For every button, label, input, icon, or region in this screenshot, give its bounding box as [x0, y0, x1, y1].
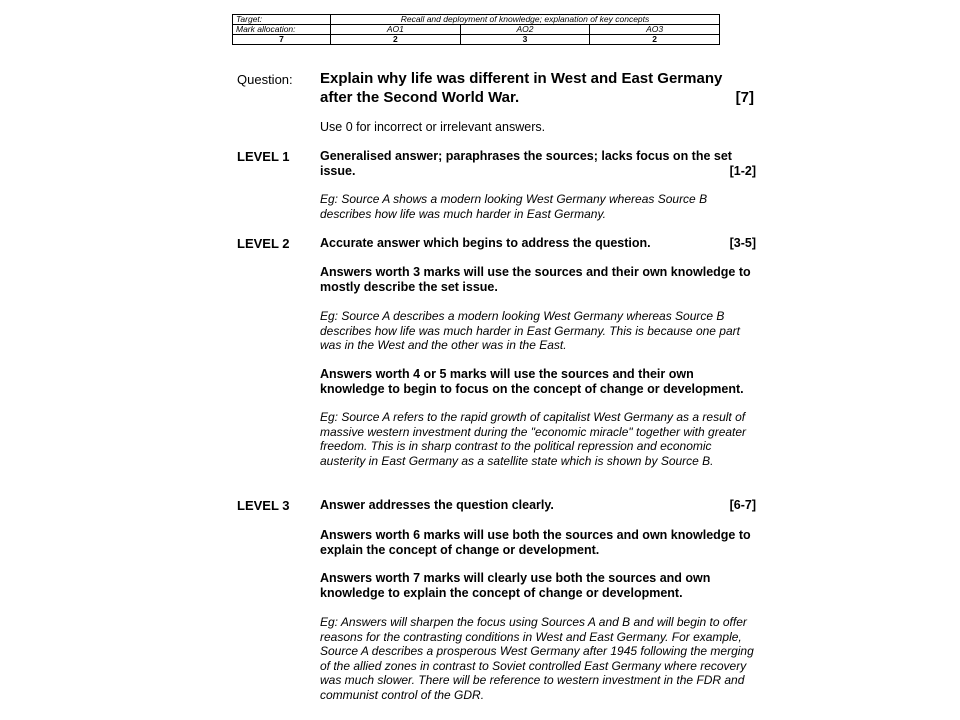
level-1-descriptor	[320, 149, 756, 179]
objective-ao2: AO2	[460, 25, 590, 35]
level-3-sub-1: Answers worth 6 marks will use both the sources and own knowledge to explain the concept of change or development.	[320, 528, 751, 557]
question-line-2: after the Second World War.	[320, 89, 520, 106]
zero-mark-note: Use 0 for incorrect or irrelevant answers.	[320, 120, 546, 134]
allocation-row	[233, 25, 720, 35]
level-1-label: LEVEL 1	[237, 149, 290, 164]
question-line-2-row	[320, 88, 756, 107]
question-label: Question:	[237, 72, 293, 87]
level-3-label: LEVEL 3	[237, 498, 290, 513]
level-3-descriptor: Answer addresses the question clearly.	[320, 498, 554, 512]
level-1-example: Eg: Source A shows a modern looking West Germany whereas Source B describes how life was much harder in East Germany.	[320, 192, 708, 221]
objective-ao1: AO1	[331, 25, 461, 35]
level-2-descriptor-row	[320, 236, 756, 251]
level-1-descriptor-line-2: issue.	[320, 164, 356, 178]
marks-ao2: 3	[460, 35, 590, 45]
level-1-marks: [1-2]	[729, 164, 756, 178]
objective-ao3: AO3	[590, 25, 720, 35]
level-3-sub-2: Answers worth 7 marks will clearly use both the sources and own knowledge to explain the concept of change or development.	[320, 571, 711, 600]
marks-ao3: 2	[590, 35, 720, 45]
marks-ao1: 2	[331, 35, 461, 45]
level-2-example-1: Eg: Source A describes a modern looking West Germany whereas Source B describes how life was much harder in East Germany. This is because one part was in the West and the other was in the East.	[320, 309, 740, 352]
level-3-marks: [6-7]	[729, 498, 756, 512]
level-2-marks: [3-5]	[729, 236, 756, 250]
level-1-descriptor-line-2-row	[320, 164, 756, 179]
target-value: Recall and deployment of knowledge; explanation of key concepts	[331, 15, 720, 25]
level-2-descriptor: Accurate answer which begins to address the question.	[320, 236, 651, 250]
level-3-descriptor-row	[320, 498, 756, 513]
question-text	[320, 69, 756, 107]
mark-allocation-table	[232, 14, 720, 45]
level-3-example: Eg: Answers will sharpen the focus using Sources A and B and will begin to offer reasons for the contrasting conditions in West and East Germany. For example, Source A describes a prosperous West Germany after 1945 following the merging of the allied zones in contrast to Soviet controlled East Germany where recovery was much slower. There will be reference to western investment in the FDR and communist control of the GDR.	[320, 615, 754, 702]
question-line-1: Explain why life was different in West and East Germany	[320, 70, 723, 87]
level-2-sub-1: Answers worth 3 marks will use the sources and their own knowledge to mostly describe the set issue.	[320, 265, 751, 294]
marks-row	[233, 35, 720, 45]
target-label: Target:	[233, 15, 331, 25]
target-row	[233, 15, 720, 25]
allocation-label: Mark allocation:	[233, 25, 331, 35]
level-1-descriptor-line-1: Generalised answer; paraphrases the sources; lacks focus on the set	[320, 149, 732, 163]
level-2-example-2: Eg: Source A refers to the rapid growth of capitalist West Germany as a result of massive western investment during the "economic miracle" together with greater freedom. This is in sharp contrast to the political repression and economic austerity in East Germany as a satellite state which is shown by Source B.	[320, 410, 747, 468]
level-2-label: LEVEL 2	[237, 236, 290, 251]
question-marks: [7]	[735, 89, 754, 106]
total-marks: 7	[233, 35, 331, 45]
level-2-sub-2: Answers worth 4 or 5 marks will use the sources and their own knowledge to begin to focus on the concept of change or development.	[320, 367, 744, 396]
